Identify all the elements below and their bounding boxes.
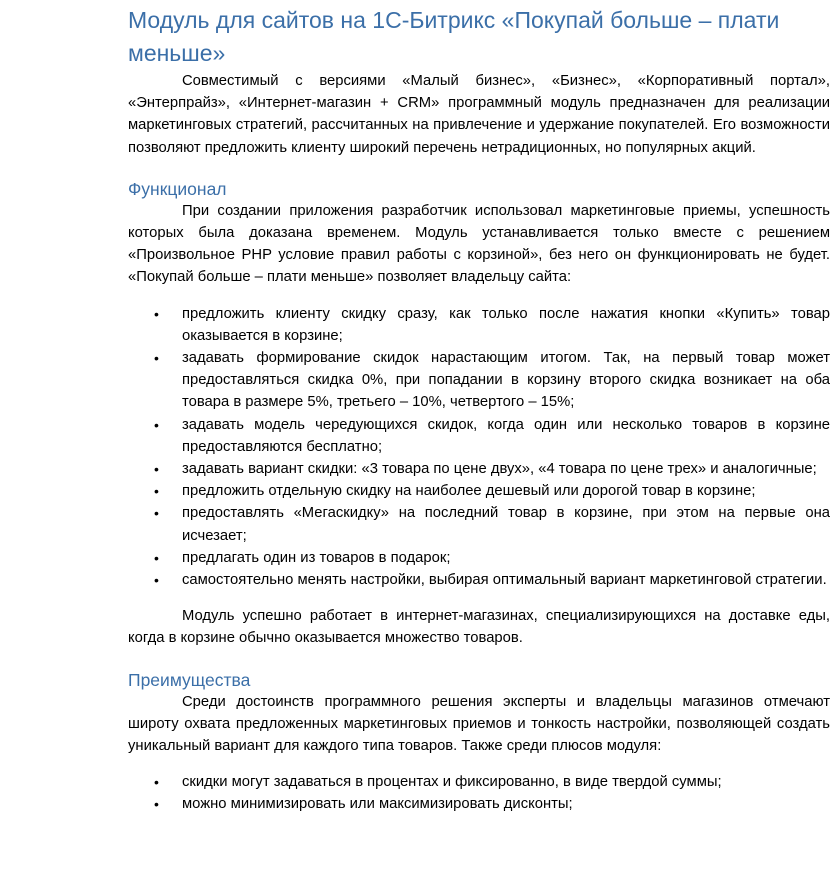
advantages-paragraph: Среди достоинств программного решения эксперты и владельцы магазинов отмечают широту охвата предложенных маркетинговых приемов и тонкость настройки, позволяющей создать уникальный вариант для каждого типа товаров. Также среди плюсов модуля: xyxy=(128,693,830,755)
list-item xyxy=(128,303,830,347)
list-item-text: можно минимизировать или максимизировать дисконты; xyxy=(182,796,573,813)
bullet-icon: • xyxy=(154,796,159,813)
bullet-icon: • xyxy=(154,416,159,433)
list-item xyxy=(128,793,830,815)
bullet-icon: • xyxy=(154,549,159,566)
advantages-list xyxy=(128,771,830,815)
functionality-list xyxy=(128,303,830,592)
functionality-paragraph: При создании приложения разработчик использовал маркетинговые приемы, успешность которых была доказана временем. Модуль устанавливается только вместе с решением «Произвольное PHP условие правил работы с корзиной», без него он функционировать не будет. «Покупай больше – плати меньше» позволяет владельцу сайта: xyxy=(128,202,830,286)
list-item xyxy=(128,458,830,480)
list-item xyxy=(128,547,830,569)
list-item-text: задавать модель чередующихся скидок, когда один или несколько товаров в корзине предоставляются бесплатно; xyxy=(182,416,830,455)
bullet-icon: • xyxy=(154,774,159,791)
list-item xyxy=(128,480,830,502)
bullet-icon: • xyxy=(154,305,159,322)
list-item-text: самостоятельно менять настройки, выбирая оптимальный вариант маркетинговой стратегии. xyxy=(182,572,827,589)
list-item xyxy=(128,502,830,546)
bullet-icon: • xyxy=(154,461,159,478)
list-item xyxy=(128,569,830,591)
list-item-text: задавать вариант скидки: «3 товара по цене двух», «4 товара по цене трех» и аналогичные; xyxy=(182,461,817,478)
list-item-text: предлагать один из товаров в подарок; xyxy=(182,549,451,566)
list-item xyxy=(128,414,830,458)
section-heading-advantages: Преимущества xyxy=(128,669,251,690)
bullet-icon: • xyxy=(154,572,159,589)
list-item xyxy=(128,347,830,414)
document-page xyxy=(128,0,830,816)
section-heading-functionality: Функционал xyxy=(128,178,227,199)
bullet-icon: • xyxy=(154,350,159,367)
list-item-text: скидки могут задаваться в процентах и фиксированно, в виде твердой суммы; xyxy=(182,774,722,791)
list-item-text: предложить клиенту скидку сразу, как только после нажатия кнопки «Купить» товар оказывается в корзине; xyxy=(182,305,830,344)
list-item-text: предоставлять «Мегаскидку» на последний товар в корзине, при этом на первые она исчезает; xyxy=(182,505,830,544)
list-item-text: предложить отдельную скидку на наиболее дешевый или дорогой товар в корзине; xyxy=(182,483,756,500)
bullet-icon: • xyxy=(154,505,159,522)
bullet-icon: • xyxy=(154,483,159,500)
intro-paragraph: Совместимый с версиями «Малый бизнес», «Бизнес», «Корпоративный портал», «Энтерпрайз», «Интернет-магазин + CRM» программный модуль предназначен для реализации маркетинговых стратегий, рассчитанных на привлечение и удержание покупателей. Его возможности позволяют предложить клиенту широкий перечень нетрадиционных, но популярных акций. xyxy=(128,73,830,156)
closing-paragraph: Модуль успешно работает в интернет-магазинах, специализирующихся на доставке еды, когда в корзине обычно оказывается множество товаров. xyxy=(128,608,830,647)
list-item-text: задавать формирование скидок нарастающим итогом. Так, на первый товар может предоставляться скидка 0%, при попадании в корзину второго скидка возникает на оба товара в размере 5%, третьего – 10%, четвертого – 15%; xyxy=(182,350,830,411)
list-item xyxy=(128,771,830,793)
page-title: Модуль для сайтов на 1С-Битрикс «Покупай больше – плати меньше» xyxy=(128,7,780,66)
